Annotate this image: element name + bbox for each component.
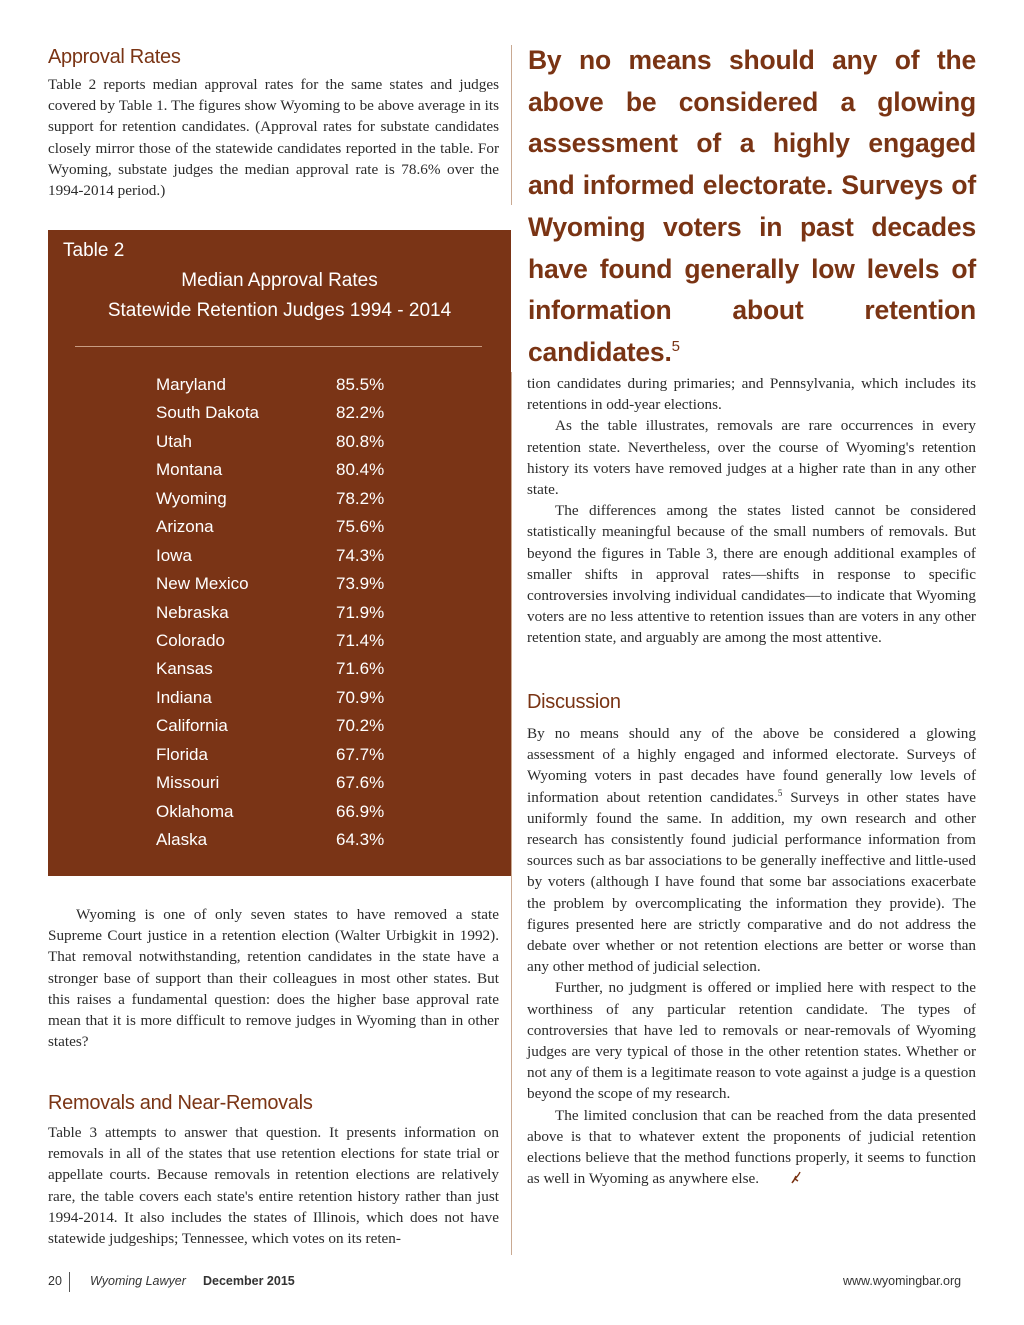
- state-name: Indiana: [156, 687, 212, 707]
- state-name: Wyoming: [156, 488, 227, 508]
- continued-paragraph-2: As the table illustrates, removals are rare occurrences in every retention state. Nevertheless, over the course of Wyoming's retention history its voters have removed judges at a higher rate than in any other state.: [527, 417, 976, 499]
- approval-rate: 78.2%: [336, 488, 385, 508]
- removals-text: Table 3 attempts to answer that question. It presents information on removals in all of the states that use retention elections for state trial or appellate courts. Because removals in retention elections are relatively rare, the table covers each state's entire retention history rather than just 1994-2014. It also includes the states of Illinois, which does not have statewide judgeships; Tennessee, which votes on its reten-: [48, 1124, 499, 1248]
- website-link[interactable]: www.wyomingbar.org: [843, 1274, 962, 1288]
- footer-divider: [69, 1272, 70, 1292]
- table-row: [156, 656, 456, 684]
- discussion-paragraph-2: Further, no judgment is offered or implied here with respect to the worthiness of any particular retention candidate. The types of controversies that have led to removals or near-removals of Wyoming judges are very typical of those in the other retention states. Whether or not any of them is a legitimate reason to vote against a judge is a question beyond the scope of my research.: [527, 979, 976, 1103]
- state-name: Arizona: [156, 517, 214, 537]
- continued-paragraph-1: tion candidates during primaries; and Pennsylvania, which includes its retentions in odd-year elections.: [527, 375, 976, 414]
- state-name: Montana: [156, 460, 223, 480]
- table-row: [156, 486, 456, 514]
- table-row: [156, 628, 456, 656]
- issue-date: December 2015: [203, 1274, 295, 1288]
- state-name: Maryland: [156, 375, 226, 394]
- state-name: Missouri: [156, 773, 220, 793]
- approval-rate: 73.9%: [336, 574, 385, 594]
- approval-rate: 80.4%: [336, 460, 385, 480]
- median-approval-table: [48, 230, 511, 876]
- state-name: Oklahoma: [156, 801, 234, 821]
- continued-paragraph-3: The differences among the states listed cannot be considered statistically meaningful because of the small numbers of removals. But beyond the figures in Table 3, there are enough additional examples of smaller shifts in approval rates—shifts in response to specific controversies involving individual candidates—to indicate that Wyoming voters are no less attentive to retention issues than are voters in any other retention state, and arguably are among the most attentive.: [527, 502, 976, 647]
- table-row: [156, 600, 456, 628]
- state-name: California: [156, 716, 228, 736]
- approval-rate: 75.6%: [336, 517, 385, 537]
- state-name: Nebraska: [156, 602, 229, 622]
- approval-rate: 80.8%: [336, 431, 385, 451]
- table-row: [156, 827, 456, 855]
- state-name: Kansas: [156, 659, 213, 679]
- column-divider-top: [511, 45, 512, 205]
- discussion-paragraph-1-b: Surveys in other states have uniformly found the same. In addition, my own research and other research has consistently found judicial performance information from sources such as bar associations to be generally ineffective and little-used by voters (although I have found that some bar associations exacerbate the problem by overcomplicating the information they provide). The figures presented here are strictly comparative and do not address the debate over whether or not retention elections are better or worse than any other method of judicial selection.: [527, 788, 976, 976]
- page-number: 20: [48, 1274, 62, 1288]
- approval-rate: 74.3%: [336, 545, 385, 565]
- discussion-heading: Discussion: [527, 691, 621, 713]
- approval-rate: 70.9%: [336, 687, 385, 707]
- approval-rates-paragraph: [48, 74, 499, 201]
- pull-quote-footnote: 5: [671, 338, 680, 356]
- table-row: [156, 457, 456, 485]
- discussion-text: [527, 723, 976, 1191]
- table-row: [156, 713, 456, 741]
- state-name: Colorado: [156, 630, 225, 650]
- approval-rate: 71.9%: [336, 602, 385, 622]
- approval-rate: 82.2%: [336, 403, 385, 423]
- approval-rate: 64.3%: [336, 830, 385, 849]
- approval-rate: 71.6%: [336, 659, 385, 679]
- discussion-paragraph-1: [527, 723, 976, 977]
- table-title-line-1: Median Approval Rates: [181, 270, 378, 291]
- wyoming-paragraph: [48, 904, 499, 1052]
- discussion-paragraph-3-text: The limited conclusion that can be reached from the data presented above is that to whatever extent the proponents of judicial retention elections believe that the method functions properly, it seems to function as well in Wyoming as anywhere else.: [527, 1106, 976, 1188]
- approval-rate: 71.4%: [336, 630, 385, 650]
- approval-rate: 66.9%: [336, 801, 385, 821]
- removals-paragraph: [48, 1122, 499, 1249]
- table-row: [156, 742, 456, 770]
- continued-text: [527, 373, 976, 649]
- state-name: Alaska: [156, 830, 208, 849]
- approval-rate: 67.7%: [336, 744, 385, 764]
- end-of-article-icon: [761, 1170, 802, 1191]
- state-name: Utah: [156, 431, 192, 451]
- state-name: Iowa: [156, 545, 192, 565]
- approval-rate: 85.5%: [336, 375, 385, 394]
- removals-heading: Removals and Near-Removals: [48, 1092, 313, 1114]
- state-name: South Dakota: [156, 403, 260, 423]
- table-row: [156, 543, 456, 571]
- approval-rates-heading: Approval Rates: [48, 46, 181, 68]
- publication-name: Wyoming Lawyer: [90, 1274, 186, 1288]
- table-row: [156, 429, 456, 457]
- table-row: [156, 685, 456, 713]
- approval-rates-text: Table 2 reports median approval rates for the same states and judges covered by Table 1. The figures show Wyoming to be above average in its support for retention candidates. (Approval rates for substate candidates closely mirror those of the statewide candidates reported in the table. For Wyoming, substate judges the median approval rate is 78.6% over the 1994-2014 period.): [48, 76, 499, 200]
- table-row: [156, 400, 456, 428]
- state-name: Florida: [156, 744, 208, 764]
- pull-quote: [528, 40, 976, 374]
- discussion-paragraph-1-a: By no means should any of the above be considered a glowing assessment of a highly engaged and informed electorate. Surveys of Wyoming voters in past decades have found generally low levels of information about retention candidates.: [527, 725, 976, 806]
- table-title-line-2: Statewide Retention Judges 1994 - 2014: [107, 300, 452, 321]
- wyoming-text: Wyoming is one of only seven states to have removed a state Supreme Court justice in a retention election (Walter Urbigkit in 1992). That removal notwithstanding, retention candidates in the state have a stronger base of support than their colleagues in most other states. But this raises a fundamental question: does the higher base approval rate mean that it is more difficult to remove judges in Wyoming than in other states?: [48, 906, 499, 1051]
- state-name: New Mexico: [156, 574, 249, 594]
- approval-rate: 70.2%: [336, 716, 385, 736]
- table-row: [156, 770, 456, 798]
- table-divider: [75, 346, 482, 347]
- discussion-footnote: 5: [777, 787, 783, 798]
- pull-quote-text: By no means should any of the above be considered a glowing assessment of a highly engaged and informed electorate. Surveys of Wyoming voters in past decades have found generally low levels of information about retention candidates.: [528, 45, 976, 367]
- table-row: [156, 571, 456, 599]
- table-row: [156, 799, 456, 827]
- approval-rate: 67.6%: [336, 773, 385, 793]
- table-label: Table 2: [63, 240, 125, 261]
- discussion-paragraph-3: [527, 1105, 976, 1192]
- table-row: [156, 514, 456, 542]
- table-row: [156, 372, 456, 400]
- column-divider-bottom: [511, 372, 512, 1255]
- table-rows: [156, 372, 456, 855]
